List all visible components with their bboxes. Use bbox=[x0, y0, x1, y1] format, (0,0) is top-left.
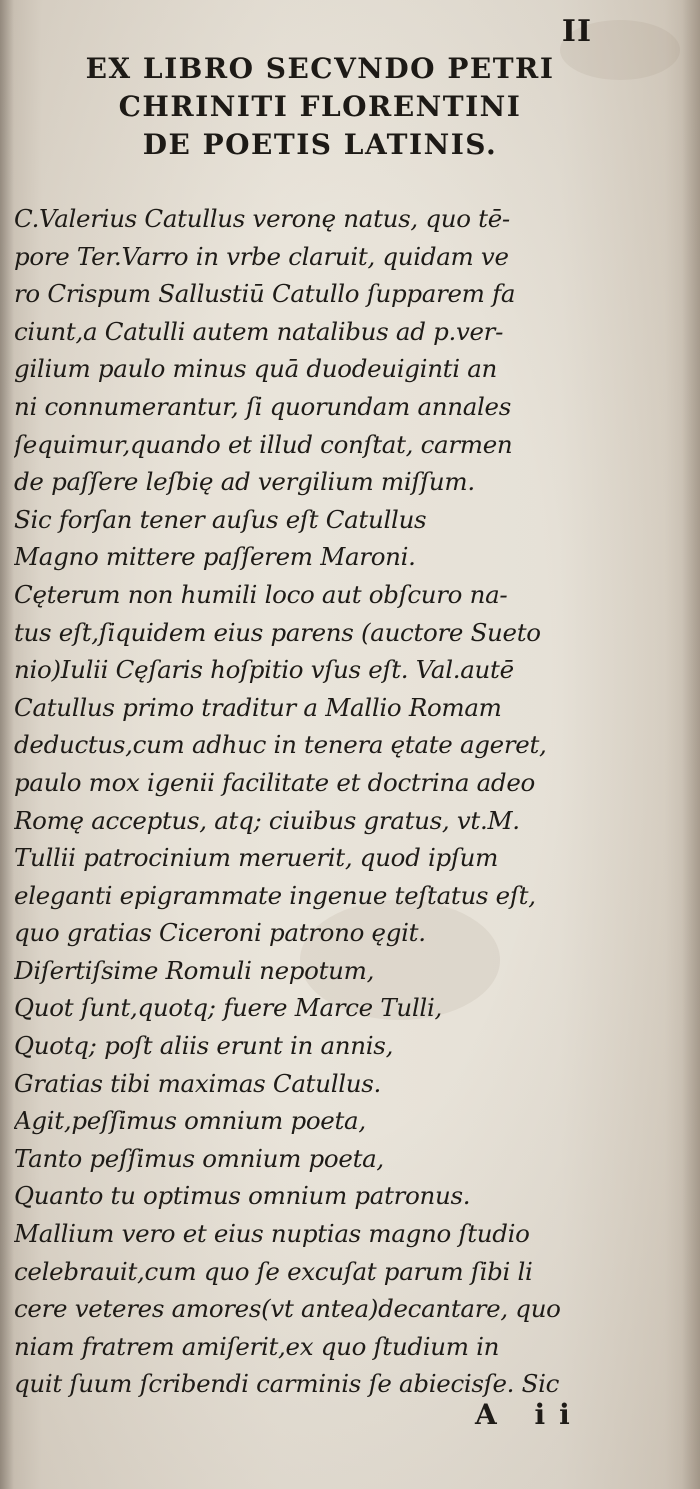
text-line: ni connumerantur, ſi quorundam annales bbox=[14, 391, 512, 421]
text-line: niam fratrem amiſerit,ex quo ſtudium in bbox=[14, 1331, 500, 1361]
verse-line: Quot ſunt,quotq; fuere Marce Tulli, bbox=[14, 993, 442, 1023]
verse-line: Agit,peſſimus omnium poeta, bbox=[14, 1106, 366, 1136]
text-line: deductus,cum adhuc in tenera ętate ageret, bbox=[14, 730, 547, 760]
verse-line: Gratias tibi maximas Catullus. bbox=[14, 1068, 382, 1098]
text-line: Catullus primo traditur a Mallio Romam bbox=[14, 692, 502, 722]
text-line: celebrauit,cum quo ſe excuſat parum ſibi li bbox=[14, 1256, 533, 1286]
verse-line: Diſertiſsime Romuli nepotum, bbox=[14, 955, 375, 985]
signature-mark: A ii bbox=[475, 1398, 584, 1431]
text-line: paulo mox igenii facilitate et doctrina adeo bbox=[14, 767, 535, 797]
text-line: ro Crispum Sallustiū Catullo ſupparem fa bbox=[14, 279, 516, 309]
heading-line-1: EX LIBRO SECVNDO PETRI bbox=[85, 52, 555, 85]
verse-line: Quotq; poſt aliis erunt in annis, bbox=[14, 1031, 394, 1061]
text-line: Cęterum non humili loco aut obſcuro na- bbox=[14, 579, 508, 609]
section-heading bbox=[60, 50, 580, 164]
text-line: tus eſt,ſiquidem eius parens (auctore Sueto bbox=[14, 617, 541, 647]
body-text bbox=[14, 200, 634, 1403]
text-line: ciunt,a Catulli autem natalibus ad p.ver- bbox=[14, 316, 504, 346]
text-line: pore Ter.Varro in vrbe claruit, quidam ve bbox=[14, 241, 509, 271]
text-line: Romę acceptus, atq; ciuibus gratus, vt.M. bbox=[14, 805, 520, 835]
text-line: ſequimur,quando et illud conſtat, carmen bbox=[14, 429, 513, 459]
text-line: eleganti epigrammate ingenue teſtatus eſt, bbox=[14, 880, 536, 910]
verse-line: Magno mittere paſſerem Maroni. bbox=[14, 542, 416, 572]
text-line: C.Valerius Catullus veronę natus, quo tē- bbox=[14, 204, 510, 233]
text-line: de paſſere leſbię ad vergilium miſſum. bbox=[14, 467, 475, 497]
text-line: cere veteres amores(vt antea)decantare, quo bbox=[14, 1294, 561, 1324]
verse-line: Quanto tu optimus omnium patronus. bbox=[14, 1181, 471, 1211]
page-edge-shadow bbox=[682, 0, 700, 1489]
text-line: Tullii patrocinium meruerit, quod ipſum bbox=[14, 843, 499, 873]
text-line: gilium paulo minus quā duodeuiginti an bbox=[14, 354, 498, 384]
heading-line-3: DE POETIS LATINIS. bbox=[142, 128, 498, 161]
verse-line: Sic forſan tener auſus eſt Catullus bbox=[14, 504, 427, 534]
folio-number: II bbox=[561, 14, 592, 49]
page-gutter-shadow bbox=[0, 0, 14, 1489]
text-line: quit ſuum ſcribendi carminis ſe abiecisſe. Sic bbox=[14, 1369, 560, 1399]
text-line: quo gratias Ciceroni patrono ęgit. bbox=[14, 918, 426, 948]
verse-line: Tanto peſſimus omnium poeta, bbox=[14, 1143, 384, 1173]
heading-line-2: CHRINITI FLORENTINI bbox=[118, 90, 522, 123]
text-line: Mallium vero et eius nuptias magno ſtudio bbox=[14, 1219, 530, 1249]
text-line: nio)Iulii Cęſaris hoſpitio vſus eſt. Val.autē bbox=[14, 655, 514, 685]
